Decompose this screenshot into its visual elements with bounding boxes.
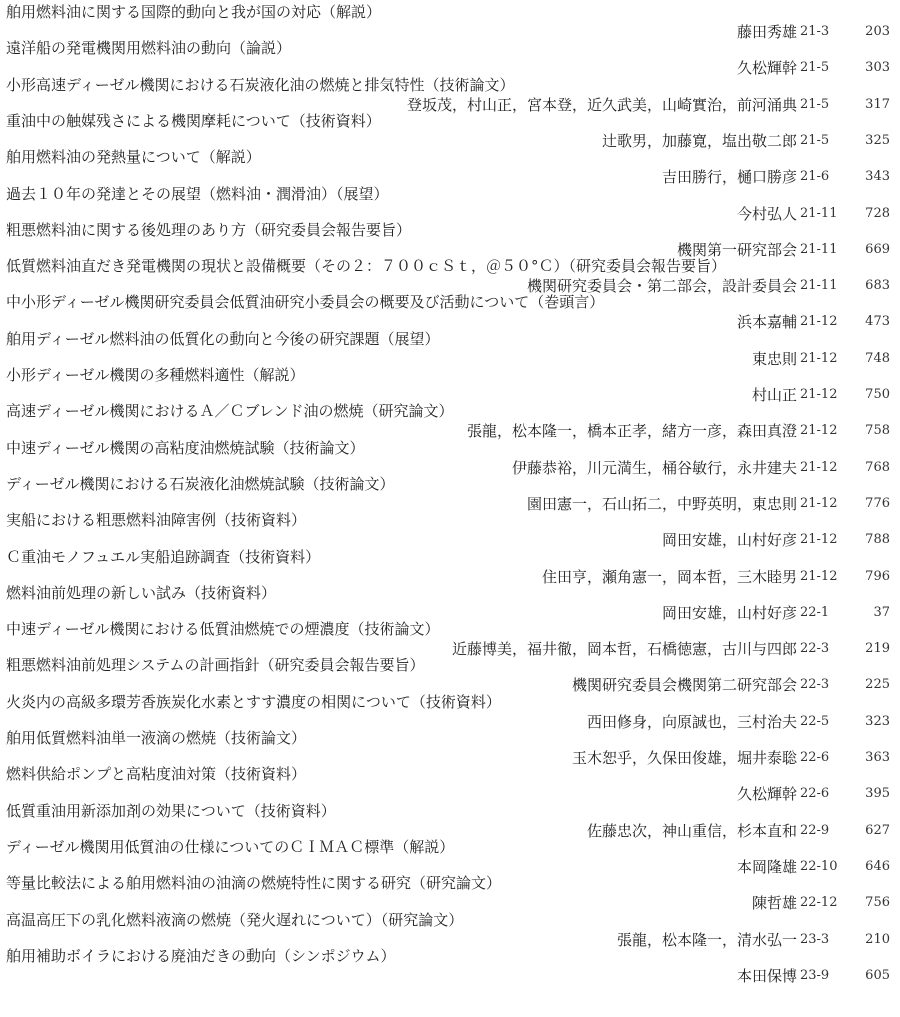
entry-issue: 22-5 xyxy=(800,713,830,729)
entry-issue: 22-6 xyxy=(800,786,830,802)
bibliography-entry xyxy=(0,476,900,512)
bibliography-entry xyxy=(0,149,900,185)
entry-title: 中速ディーゼル機関における低質油燃焼での煙濃度（技術論文） xyxy=(6,621,440,639)
entry-page: 219 xyxy=(865,641,890,657)
entry-authors: 機関第一研究部会 xyxy=(676,240,797,259)
entry-page: 363 xyxy=(865,750,890,765)
entry-meta xyxy=(0,496,900,512)
bibliography-entry xyxy=(0,4,900,40)
entry-meta xyxy=(0,932,900,948)
entry-meta xyxy=(0,60,900,76)
entry-page: 395 xyxy=(865,786,890,802)
entry-meta xyxy=(0,605,900,621)
entry-title: 中速ディーゼル機関の高粘度油燃焼試験（技術論文） xyxy=(6,439,365,457)
entry-title: 舶用燃料油の発熱量について（解説） xyxy=(6,149,261,167)
entry-authors: 住田亨，瀬角憲一，岡本哲，三木睦男 xyxy=(541,567,797,586)
entry-issue: 21-12 xyxy=(800,423,838,439)
entry-page: 303 xyxy=(865,60,890,76)
entry-issue: 21-12 xyxy=(800,350,838,366)
entry-title: 実船における粗悪燃料油障害例（技術資料） xyxy=(6,512,307,530)
entry-issue: 21-11 xyxy=(800,278,838,294)
bibliography-entry xyxy=(0,113,900,149)
entry-title: 小形高速ディーゼル機関における石炭液化油の燃焼と排気特性（技術論文） xyxy=(6,76,515,94)
entry-authors: 佐藤忠次，神山重信，杉本直和 xyxy=(586,821,797,840)
bibliography-entry xyxy=(0,694,900,730)
entry-issue: 22-3 xyxy=(800,641,830,657)
entry-issue: 22-1 xyxy=(800,604,830,620)
entry-page: 225 xyxy=(865,677,890,693)
entry-page: 788 xyxy=(865,532,890,548)
bibliography-entry xyxy=(0,222,900,258)
entry-title: 低質燃料油直だき発電機関の現状と設備概要（その２：７００ｃＳｔ，＠５０°Ｃ）（研究委員会報告要旨） xyxy=(6,258,727,276)
entry-page: 748 xyxy=(865,350,890,366)
entry-issue: 21-12 xyxy=(800,314,838,330)
entry-authors: 東忠則 xyxy=(751,349,797,368)
entry-authors: 近藤博美，福井徹，岡本哲，石橋徳憲，古川与四郎 xyxy=(451,640,797,659)
entry-authors: 辻歌男，加藤寛，塩出敬二郎 xyxy=(601,131,797,150)
entry-meta xyxy=(0,714,900,730)
entry-meta xyxy=(0,677,900,693)
entry-meta xyxy=(0,569,900,585)
entry-issue: 22-12 xyxy=(800,895,838,911)
entry-meta xyxy=(0,97,900,113)
entry-page: 776 xyxy=(865,495,890,511)
entry-title: 舶用ディーゼル燃料油の低質化の動向と今後の研究課題（展望） xyxy=(6,330,440,348)
bibliography-entry xyxy=(0,549,900,585)
entry-title: 舶用補助ボイラにおける廃油だきの動向（シンポジウム） xyxy=(6,947,396,965)
entry-meta xyxy=(0,968,900,984)
entry-meta xyxy=(0,532,900,548)
entry-page: 605 xyxy=(865,967,890,983)
entry-meta xyxy=(0,387,900,403)
entry-issue: 23-3 xyxy=(800,931,830,947)
entry-title: 中小形ディーゼル機関研究委員会低質油研究小委員会の概要及び活動について（巻頭言） xyxy=(6,294,605,312)
entry-title: 重油中の触媒残さによる機関摩耗について（技術資料） xyxy=(6,112,381,130)
entry-meta xyxy=(0,786,900,802)
entry-meta xyxy=(0,314,900,330)
entry-page: 323 xyxy=(865,713,890,729)
entry-title: ディーゼル機関用低質油の仕様についてのＣＩＭＡＣ標準（解説） xyxy=(6,838,455,856)
entry-issue: 22-10 xyxy=(800,858,838,874)
entry-title: 舶用低質燃料油単一液滴の燃焼（技術論文） xyxy=(6,730,307,747)
entry-page: 325 xyxy=(865,132,890,148)
entry-issue: 22-6 xyxy=(800,750,830,765)
entry-meta xyxy=(0,460,900,476)
entry-title: 低質重油用新添加剤の効果について（技術資料） xyxy=(6,802,336,820)
entry-title: Ｃ重油モノフュエル実船追跡調査（技術資料） xyxy=(6,548,321,566)
entry-issue: 21-12 xyxy=(800,459,838,475)
entry-issue: 21-12 xyxy=(800,495,838,511)
bibliography-entry xyxy=(0,440,900,476)
bibliography-entry xyxy=(0,803,900,839)
bibliography-entry xyxy=(0,258,900,294)
entry-issue: 21-3 xyxy=(800,24,830,39)
entry-authors: 村山正 xyxy=(751,386,797,404)
bibliography-entry xyxy=(0,621,900,657)
entry-meta xyxy=(0,206,900,222)
bibliography-entry xyxy=(0,331,900,367)
entry-title: 粗悪燃料油に関する後処理のあり方（研究委員会報告要旨） xyxy=(6,221,412,239)
entry-meta xyxy=(0,641,900,657)
entry-authors: 西田修身，向原誠也，三村治夫 xyxy=(586,712,797,731)
entry-title: 燃料供給ポンプと高粘度油対策（技術資料） xyxy=(6,766,307,784)
entry-page: 317 xyxy=(865,96,890,112)
entry-title: 遠洋船の発電機関用燃料油の動向（論説） xyxy=(6,40,292,58)
entry-issue: 21-11 xyxy=(800,205,838,221)
entry-meta xyxy=(0,895,900,911)
entry-title: 高速ディーゼル機関におけるＡ／Ｃブレンド油の燃焼（研究論文） xyxy=(6,403,454,421)
entry-page: 758 xyxy=(865,423,890,439)
entry-title: 高温高圧下の乳化燃料液滴の燃焼（発火遅れについて）（研究論文） xyxy=(6,911,464,929)
bibliography-entry xyxy=(0,40,900,76)
bibliography-entry xyxy=(0,186,900,222)
bibliography-entry xyxy=(0,730,900,766)
bibliography-entry xyxy=(0,875,900,911)
bibliography-entry xyxy=(0,77,900,113)
entry-authors: 藤田秀雄 xyxy=(736,23,797,41)
entry-page: 768 xyxy=(865,459,890,475)
entry-title: 小形ディーゼル機関の多種燃料適性（解説） xyxy=(6,367,305,384)
entry-meta xyxy=(0,823,900,839)
entry-meta xyxy=(0,423,900,439)
entry-issue: 22-3 xyxy=(800,677,830,693)
entry-title: 燃料油前処理の新しい試み（技術資料） xyxy=(6,584,277,602)
entry-page: 37 xyxy=(873,604,890,620)
entry-issue: 21-5 xyxy=(800,96,830,112)
bibliography-entry xyxy=(0,403,900,439)
entry-authors: 機関研究委員会・第二部会，設計委員会 xyxy=(526,277,797,296)
entry-authors: 張龍，松本隆一，橋本正孝，緒方一彦，森田真澄 xyxy=(466,422,797,441)
bibliography-entry xyxy=(0,585,900,621)
entry-page: 646 xyxy=(865,858,890,874)
entry-title: 過去１０年の発達とその展望（燃料油・潤滑油）（展望） xyxy=(6,185,389,203)
entry-authors: 久松輝幹 xyxy=(736,785,797,804)
entry-issue: 21-5 xyxy=(800,132,830,148)
entry-authors: 張龍，松本隆一，清水弘一 xyxy=(616,930,797,949)
entry-meta xyxy=(0,169,900,185)
entry-issue: 21-5 xyxy=(800,60,830,76)
entry-authors: 伊藤恭裕，川元満生，桶谷敏行，永井建夫 xyxy=(511,458,797,477)
entry-authors: 浜本嘉輔 xyxy=(736,313,797,332)
entry-authors: 岡田安雄，山村好彦 xyxy=(661,531,797,550)
entry-issue: 21-12 xyxy=(800,568,838,584)
entry-page: 796 xyxy=(865,568,890,584)
entry-issue: 21-11 xyxy=(800,241,838,257)
bibliography-entry xyxy=(0,367,900,403)
entry-meta xyxy=(0,24,900,40)
entry-page: 210 xyxy=(865,931,890,947)
entry-meta xyxy=(0,242,900,258)
entry-title: 舶用燃料油に関する国際的動向と我が国の対応（解説） xyxy=(6,4,382,21)
entry-authors: 機関研究委員会機関第二研究部会 xyxy=(571,676,797,695)
entry-issue: 21-6 xyxy=(800,169,830,185)
entry-meta xyxy=(0,133,900,149)
bibliography-entry xyxy=(0,839,900,875)
bibliography-entry xyxy=(0,512,900,548)
entry-page: 343 xyxy=(865,169,890,185)
entry-page: 728 xyxy=(865,205,890,221)
entry-page: 750 xyxy=(865,387,890,402)
entry-page: 756 xyxy=(865,895,890,911)
entry-issue: 23-9 xyxy=(800,967,830,983)
entry-authors: 園田憲一，石山拓二，中野英明，東忠則 xyxy=(526,494,797,513)
entry-title: 火炎内の高級多環芳香族炭化水素とすす濃度の相関について（技術資料） xyxy=(6,693,501,711)
entry-meta xyxy=(0,278,900,294)
entry-page: 683 xyxy=(865,278,890,294)
entry-authors: 登坂茂，村山正，宮本登，近久武美，山崎實治，前河涌典 xyxy=(406,95,797,114)
entry-issue: 21-12 xyxy=(800,387,838,402)
bibliography-entry xyxy=(0,294,900,330)
entry-authors: 吉田勝行，樋口勝彦 xyxy=(661,168,797,187)
entry-page: 203 xyxy=(865,24,890,39)
entry-authors: 本田保博 xyxy=(736,966,797,985)
entry-authors: 陳哲雄 xyxy=(751,894,797,913)
entry-meta xyxy=(0,859,900,875)
entry-meta xyxy=(0,750,900,766)
entry-title: ディーゼル機関における石炭液化油燃焼試験（技術論文） xyxy=(6,475,395,493)
entry-page: 627 xyxy=(865,822,890,838)
bibliography-entry xyxy=(0,657,900,693)
entry-page: 669 xyxy=(865,241,890,257)
entry-authors: 岡田安雄，山村好彦 xyxy=(661,603,797,622)
entry-title: 粗悪燃料油前処理システムの計画指針（研究委員会報告要旨） xyxy=(6,657,425,675)
entry-authors: 久松輝幹 xyxy=(736,59,797,78)
entry-authors: 玉木恕乎，久保田俊雄，堀井泰聡 xyxy=(571,749,797,767)
entry-authors: 今村弘人 xyxy=(736,204,797,223)
entry-meta xyxy=(0,351,900,367)
bibliography-entry xyxy=(0,766,900,802)
bibliography-entry xyxy=(0,948,900,984)
bibliography-entry xyxy=(0,912,900,948)
entry-page: 473 xyxy=(865,314,890,330)
entry-issue: 22-9 xyxy=(800,822,830,838)
entry-issue: 21-12 xyxy=(800,532,838,548)
entry-title: 等量比較法による舶用燃料油の油滴の燃焼特性に関する研究（研究論文） xyxy=(6,875,502,893)
entry-authors: 本岡隆雄 xyxy=(736,857,797,876)
